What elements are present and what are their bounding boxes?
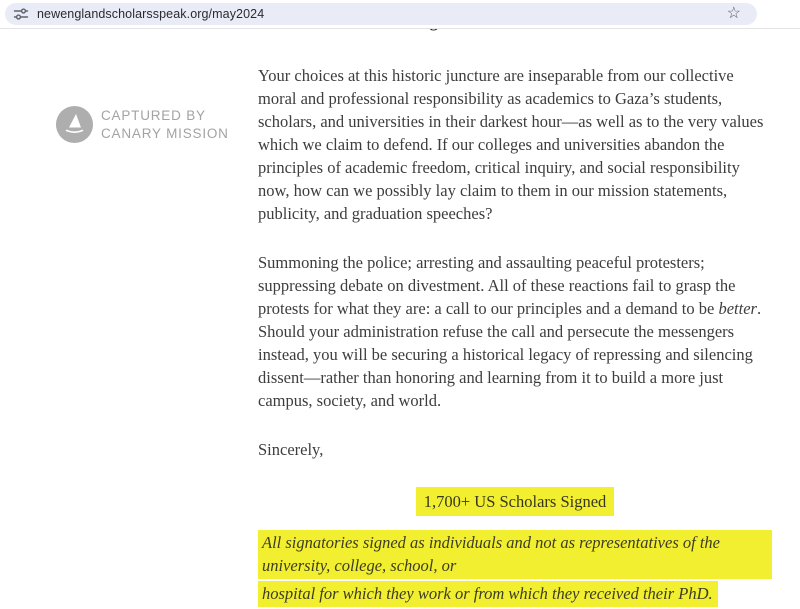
signed-count-highlight: 1,700+ US Scholars Signed	[416, 487, 615, 516]
disclaimer-line-1: All signatories signed as individuals and not as representatives of the university, college, school, or	[258, 530, 772, 579]
paragraph-summoning-italic: better	[718, 299, 757, 318]
watermark-line2: CANARY MISSION	[101, 125, 229, 141]
paragraph-choices: Your choices at this historic juncture are inseparable from our collective moral and professional responsibility as academics to Gaza’s students, scholars, and universities in their darkest hour—as well as to the very values which we claim to defend. If our colleges and universities abandon the principles of academic freedom, critical inquiry, and social responsibility now, how can we possibly lay claim to them in our mission statements, publicity, and graduation speeches?	[258, 66, 764, 223]
paragraph-summoning-text-1: Summoning the police; arresting and assaulting peaceful protesters; suppressing debate on divestment. All of these reactions fail to grasp the protests for what they are: a call to our principles and a demand to be	[258, 253, 736, 318]
disclaimer-line-2: hospital for which they work or from which they received their PhD.	[258, 581, 772, 607]
watermark-text	[101, 107, 229, 142]
canary-bird-icon	[56, 106, 93, 143]
paragraph-summoning-text-2: . Should your administration refuse the call and persecute the messengers instead, you will be securing a historical legacy of repressing and silencing dissent—rather than honoring and learning from it to build a more just campus, society, and world.	[258, 299, 762, 410]
browser-toolbar	[0, 0, 800, 29]
closing-sincerely: Sincerely,	[258, 440, 324, 459]
url-bar[interactable]	[5, 3, 757, 25]
site-settings-icon[interactable]	[13, 6, 29, 22]
url-text[interactable]: newenglandscholarsspeak.org/may2024	[37, 7, 265, 21]
open-letter-body	[258, 64, 772, 609]
signed-count-row	[258, 487, 772, 516]
paragraph-summoning	[258, 251, 772, 412]
canary-mission-watermark	[56, 106, 229, 143]
bookmark-star-icon[interactable]: ☆	[726, 5, 741, 22]
signatories-disclaimer	[258, 530, 772, 607]
watermark-line1: CAPTURED BY	[101, 108, 206, 124]
